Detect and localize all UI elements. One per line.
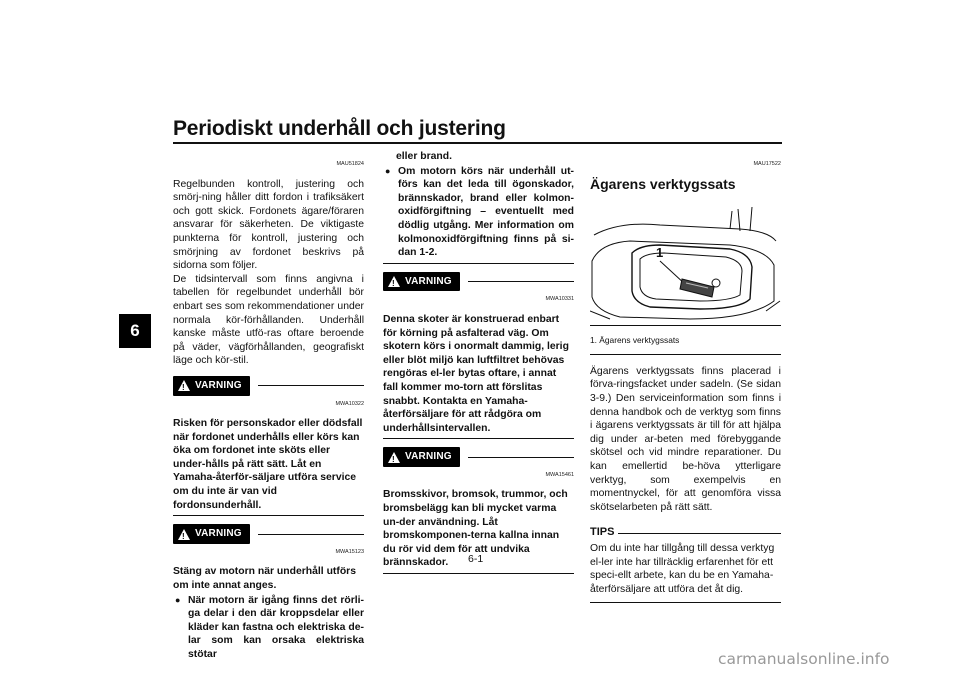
tips-label: TIPS: [590, 526, 615, 539]
column-3: [590, 150, 781, 603]
warning-rule: [468, 457, 574, 458]
warning-badge: [173, 524, 250, 544]
warning-badge: [383, 447, 460, 467]
warning-rule: [468, 281, 574, 282]
tips-header: [590, 526, 781, 540]
warning-bullet: [173, 594, 364, 662]
reference-code: MWA15461: [545, 471, 574, 478]
warning-intro: Stäng av motorn när underhåll utförs om inte annat anges.: [173, 566, 357, 592]
column-2: [383, 150, 574, 574]
intro-paragraph-2: De tidsintervall som finns angivna i tabellen för regelbundet underhåll bör enbart ses som rekommendationer under normala kör-förhållanden. Underhåll kanske måste utfö-ras oftare beroende på väder, vägförhållanden, geografiskt läge och kör-stil.: [173, 273, 364, 367]
page-title: Periodiskt underhåll och justering: [173, 117, 506, 140]
storage-compartment-drawing: [590, 201, 781, 325]
warning-header: [173, 524, 364, 544]
chapter-tab: 6: [119, 314, 151, 348]
figure-callout: 1: [656, 245, 664, 261]
bullet-continuation: eller brand.: [396, 151, 453, 162]
warning-text: [173, 565, 364, 664]
warning-triangle-icon: [388, 452, 400, 463]
intro-paragraph: Regelbunden kontroll, justering och smörj-ning håller ditt fordon i trafiksäkert och gott skick. Fordonets ägare/föraren ansvarar för säkerheten. De viktigaste punkterna för kontroll, justering och smörjning av fordonet beskrivs på sidorna som följer.: [173, 178, 364, 272]
reference-code: MWA10331: [545, 296, 574, 303]
bullet-dot-icon: ●: [385, 165, 391, 176]
bullet-text: Om motorn körs när underhåll ut-förs kan det leda till ögonskador, brännskador, brand eller kolmon-oxidförgiftning – eventuellt med dödlig utgång. Mer information om kolmonoxidförgiftning finns på si-dan 1-2.: [398, 165, 574, 259]
toolkit-paragraph: Ägarens verktygssats finns placerad i förva-ringsfacket under sadeln. (Se sidan 3-9.) Den serviceinformation som finns i denna handbok och de verktyg som finns i ägarens verktygssats är till för att hjälpa dig under ar-beten med förebyggande skötsel och vid mindre reparationer. Du kan emellertid be-höva ytterligare verktyg, som exempelvis en momentnyckel, för att genomföra vissa skötselarbeten på rätt sätt.: [590, 365, 781, 513]
reference-code: MAU51824: [336, 161, 364, 167]
warning-triangle-icon: [178, 529, 190, 540]
warning-label: VARNING: [195, 379, 242, 391]
warning-rule: [258, 385, 364, 386]
toolkit-illustration: [590, 201, 781, 326]
reference-code: MWA15123: [335, 548, 364, 555]
reference-code: MAU17522: [753, 161, 781, 167]
bullet-text: När motorn är igång finns det rörli-ga delar i den där kroppsdelar eller kläder kan fastna och elektriska de-lar som kan orsaka elektriska stötar: [188, 594, 364, 660]
column-1: [173, 150, 364, 665]
page-number: 6-1: [468, 553, 484, 565]
bullet-dot-icon: ●: [175, 594, 181, 605]
warning-header: [383, 272, 574, 292]
watermark: carmanualsonline.info: [718, 650, 890, 668]
warning-text: [383, 165, 574, 264]
warning-badge: [173, 376, 250, 396]
reference-code: MWA10322: [335, 400, 364, 407]
warning-label: VARNING: [405, 275, 452, 287]
warning-label: VARNING: [195, 528, 242, 540]
warning-text: Denna skoter är konstruerad enbart för körning på asfalterad väg. Om skotern körs i onormalt dammig, lerig eller blöt miljö kan luftfiltret behövas rengöras el-ler bytas oftare, i annat fall kommer mo-torn att förslitas snabbt. Kontakta en Yamaha-återförsäljare för att rådgöra om underhållsintervallen.: [383, 313, 574, 439]
warning-triangle-icon: [388, 276, 400, 287]
warning-header: [383, 447, 574, 467]
warning-header: [173, 376, 364, 396]
warning-triangle-icon: [178, 380, 190, 391]
warning-rule: [258, 534, 364, 535]
warning-text: Risken för personskador eller dödsfall när fordonet underhålls eller körs kan öka om fordonet inte sköts eller under-hålls på rätt sätt. Låt en Yamaha-återför-säljare utföra service om du inte är van vid fordonsunderhåll.: [173, 417, 364, 516]
tips-rule: [618, 533, 781, 534]
warning-bullet: [383, 165, 574, 260]
figure-caption: 1. Ägarens verktygssats: [590, 334, 781, 355]
warning-badge: [383, 272, 460, 292]
tips-text: Om du inte har tillgång till dessa verktyg el-ler inte har tillräcklig erfarenhet för ett speci-ellt arbete, kan du be en Yamaha-återförsäljare att utföra det åt dig.: [590, 542, 781, 603]
warning-text: Bromsskivor, bromsok, trummor, och bromsbelägg kan bli mycket varma un-der användning. Låt bromskomponen-terna kallna innan du rör vid dem för att undvika brännskador.: [383, 488, 574, 574]
title-rule: [173, 142, 782, 144]
warning-label: VARNING: [405, 451, 452, 463]
toolkit-bag: [680, 279, 714, 297]
section-heading: Ägarens verktygssats: [590, 175, 736, 192]
